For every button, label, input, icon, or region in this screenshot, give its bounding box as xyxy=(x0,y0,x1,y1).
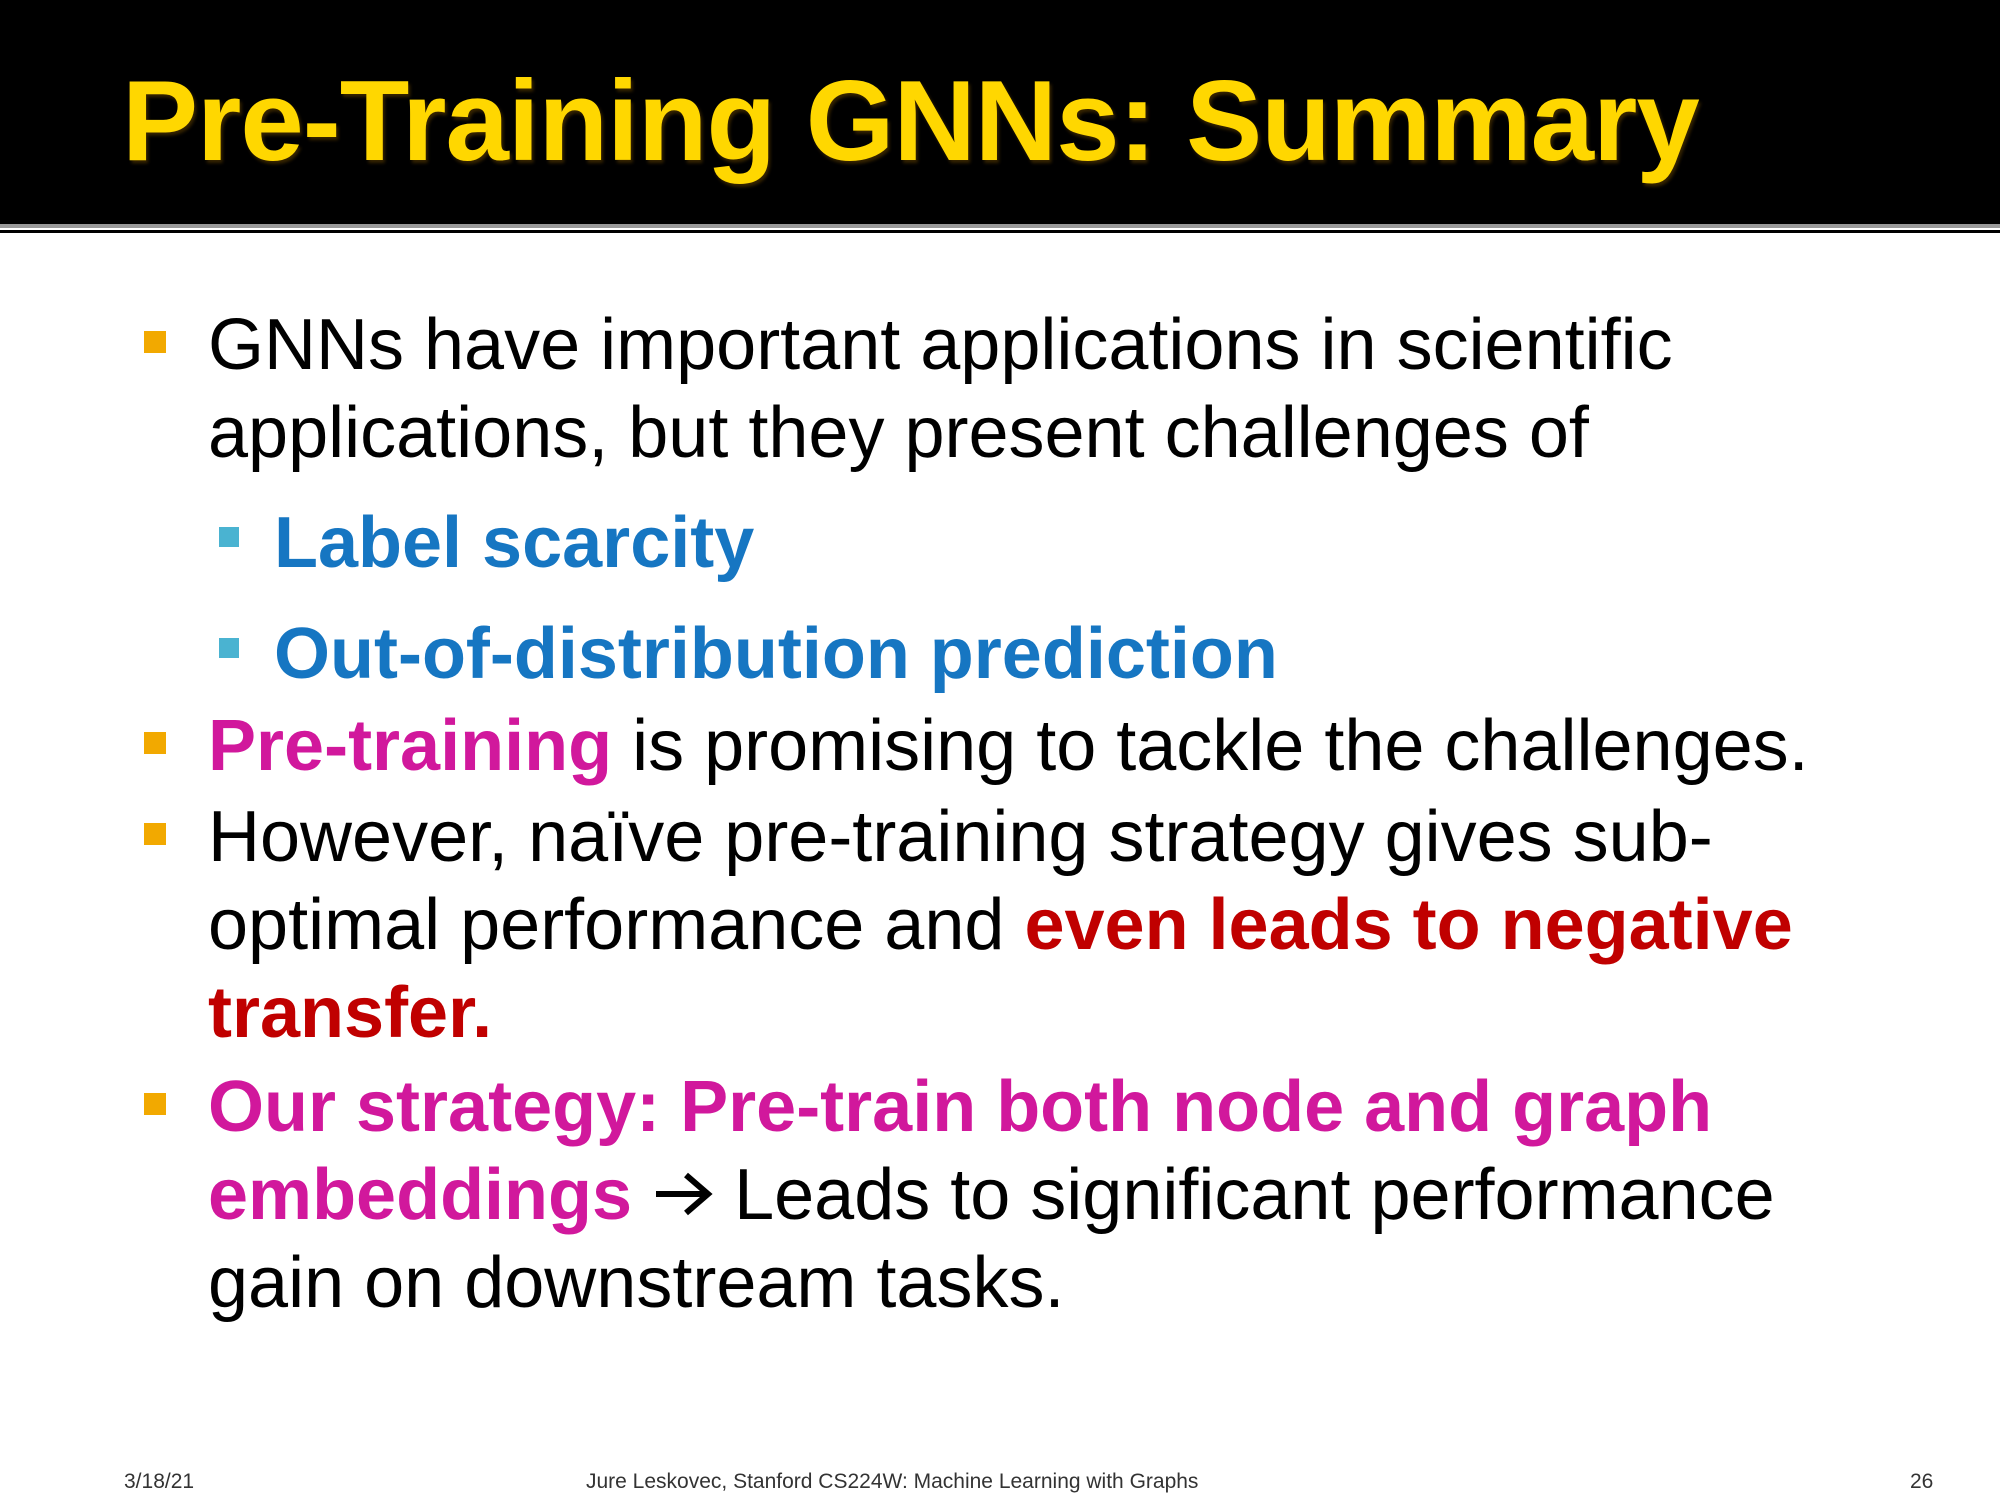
sub-bullet-ood-prediction xyxy=(274,610,2000,698)
arrow-right-icon xyxy=(652,1151,714,1239)
bullet-text: However, naïve pre-training strategy gives sub- xyxy=(208,797,1713,877)
bullet-gnn-applications xyxy=(208,301,2000,477)
bullet-text: optimal performance and xyxy=(208,885,1025,965)
bullet-text: is promising to tackle the challenges. xyxy=(612,706,1809,786)
footer-credit: Jure Leskovec, Stanford CS224W: Machine Learning with Graphs xyxy=(586,1470,1199,1493)
sub-bullet-text: Out-of-distribution prediction xyxy=(274,614,1278,694)
bullet-pretraining-promising xyxy=(208,702,2000,790)
bullet-square-icon xyxy=(144,1093,166,1115)
bullet-square-icon xyxy=(144,732,166,754)
bullet-emphasis: transfer. xyxy=(208,973,493,1053)
bullet-emphasis: even leads to negative xyxy=(1024,885,1793,965)
sub-bullet-square-icon xyxy=(219,527,239,547)
footer-page-number: 26 xyxy=(1910,1470,1934,1493)
bullet-highlight: embeddings xyxy=(208,1155,633,1235)
bullet-our-strategy xyxy=(208,1063,2000,1327)
bullet-text: applications, but they present challenges of xyxy=(208,393,1589,473)
bullet-square-icon xyxy=(144,331,166,353)
sub-bullet-label-scarcity xyxy=(274,499,2000,587)
bullet-square-icon xyxy=(144,823,166,845)
bullet-naive-pretraining xyxy=(208,793,2000,1057)
sub-bullet-square-icon xyxy=(219,638,239,658)
bullet-highlight: Pre-training xyxy=(208,706,613,786)
bullet-text: Leads to significant performance xyxy=(714,1155,1775,1235)
footer-date: 3/18/21 xyxy=(124,1470,195,1493)
bullet-highlight: Our strategy: Pre-train both node and graph xyxy=(208,1067,1713,1147)
slide-title: Pre-Training GNNs: Summary xyxy=(122,58,1699,185)
bullet-text: GNNs have important applications in scientific xyxy=(208,305,1673,385)
sub-bullet-text: Label scarcity xyxy=(274,503,755,583)
bullet-text: gain on downstream tasks. xyxy=(208,1243,1065,1323)
